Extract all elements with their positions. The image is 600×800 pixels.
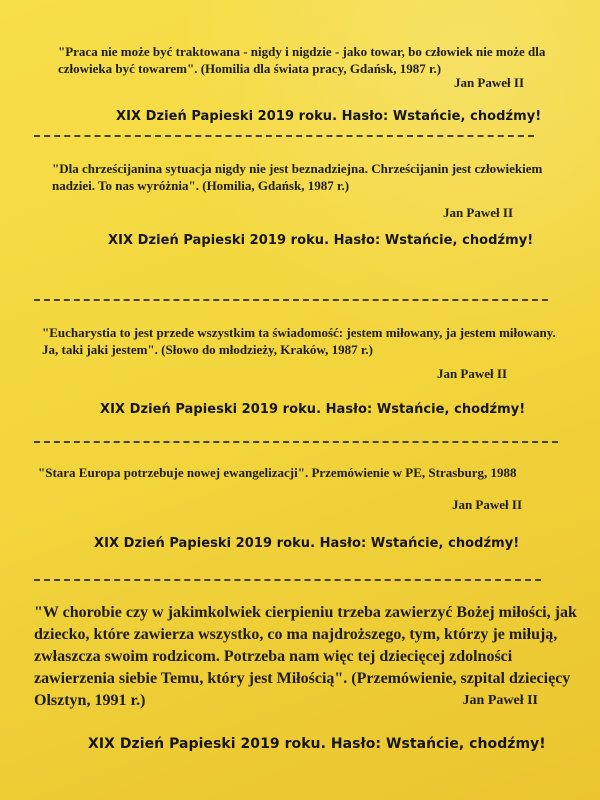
quote-author-1: Jan Paweł II <box>453 75 524 90</box>
quote-author-3: Jan Paweł II <box>436 366 507 381</box>
quote-theme-4: XIX Dzień Papieski 2019 roku. Hasło: Wstańcie, chodźmy! <box>94 536 520 551</box>
quote-text-1: "Praca nie może być traktowana - nigdy i nigdzie - jako towar, bo człowiek nie może dla człowieka być towarem". (Homilia dla świata pracy, Gdańsk, 1987 r.) <box>58 44 546 76</box>
quote-text-3: "Eucharystia to jest przede wszystkim ta świadomość: jestem miłowany, ja jestem miłowany. Ja, taki jaki jestem". (Słowo do młodzieży, Kraków, 1987 r.) <box>42 325 556 357</box>
quote-theme-3: XIX Dzień Papieski 2019 roku. Hasło: Wstańcie, chodźmy! <box>100 402 526 417</box>
quote-theme-1: XIX Dzień Papieski 2019 roku. Hasło: Wstańcie, chodźmy! <box>116 109 542 124</box>
quote-author-2: Jan Paweł II <box>442 205 513 220</box>
section-divider-3 <box>34 441 558 443</box>
section-divider-2 <box>34 299 548 301</box>
quote-author-5: Jan Paweł II <box>462 693 538 708</box>
quote-text-5: "W chorobie czy w jakimkolwiek cierpieniu trzeba zawierzyć Bożej miłości, jak dziecko, które zawierza wszystko, co ma najdroższego, tym, którzy je miłują, zwłaszcza swoim rodzicom. Potrzeba nam więc tej dziecięcej zdolności zawierzenia siebie Temu, który jest Miłością". (Przemówienie, szpital dziecięcy Olsztyn, 1991 r.) <box>34 604 577 709</box>
quote-theme-5: XIX Dzień Papieski 2019 roku. Hasło: Wstańcie, chodźmy! <box>88 736 546 752</box>
quote-text-2: "Dla chrześcijanina sytuacja nigdy nie jest beznadziejna. Chrześcijanin jest człowiekiem nadziei. To nas wyróżnia". (Homilia, Gdańsk, 1987 r.) <box>52 161 543 193</box>
section-divider-1 <box>34 135 534 137</box>
section-divider-4 <box>34 579 541 581</box>
quote-text-4: "Stara Europa potrzebuje nowej ewangelizacji". Przemówienie w PE, Strasburg, 1988 <box>38 465 517 480</box>
quote-author-4: Jan Paweł II <box>451 497 522 512</box>
quote-theme-2: XIX Dzień Papieski 2019 roku. Hasło: Wstańcie, chodźmy! <box>108 233 534 248</box>
